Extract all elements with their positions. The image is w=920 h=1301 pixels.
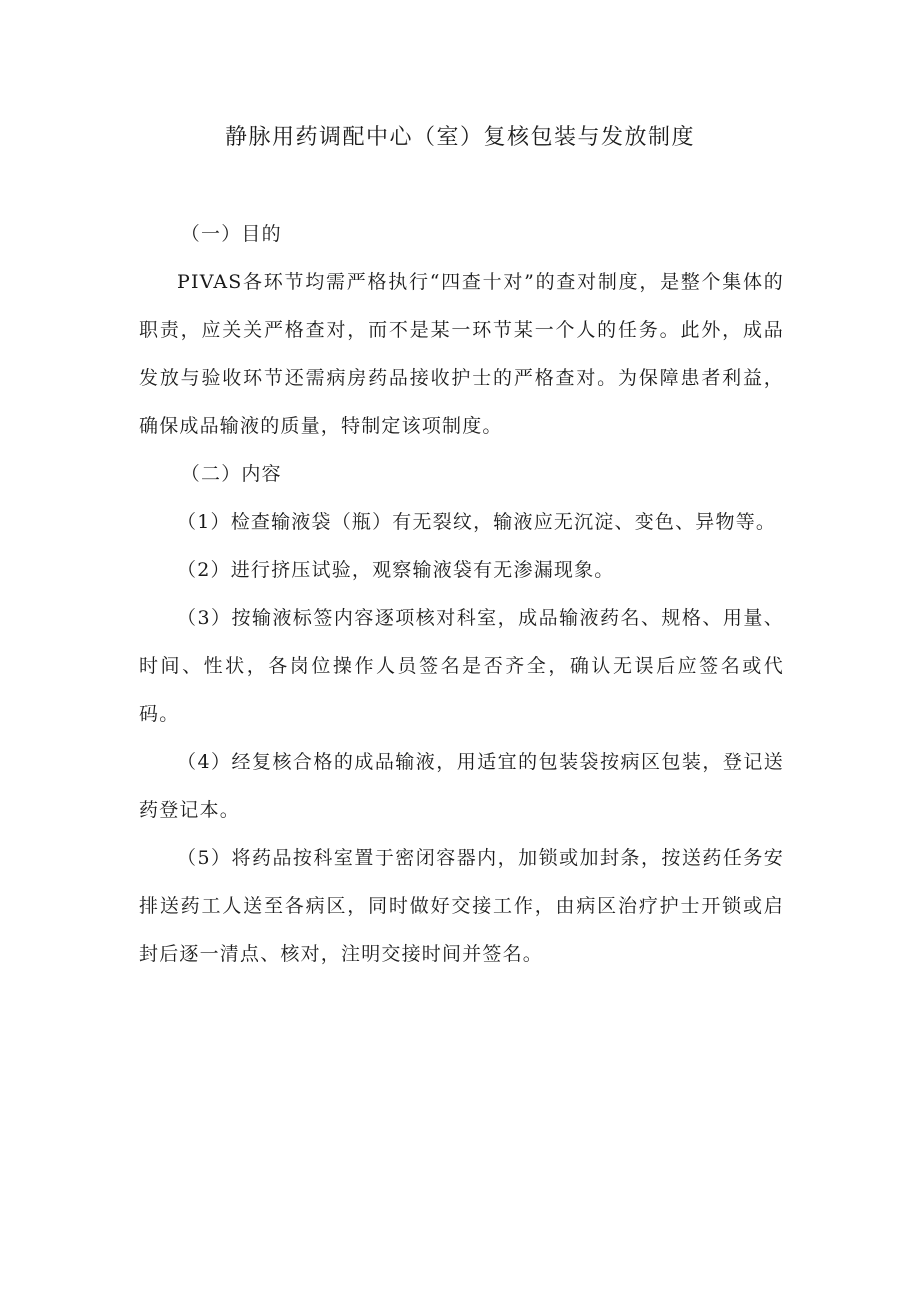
paragraph-item-2: （2）进行挤压试验，观察输液袋有无渗漏现象。 (177, 559, 615, 581)
section-heading-purpose: （一）目的 (180, 223, 282, 245)
section-heading-content: （二）内容 (180, 463, 282, 485)
document-body (139, 210, 784, 978)
paragraph-purpose: PIVAS各环节均需严格执行“四查十对”的查对制度，是整个集体的职责，应关关严格查对，而不是某一环节某一个人的任务。此外，成品发放与验收环节还需病房药品接收护士的严格查对。为保障患者利益，确保成品输液的质量，特制定该项制度。 (139, 271, 784, 437)
document-title: 静脉用药调配中心（室）复核包装与发放制度 (224, 125, 695, 150)
paragraph-item-1: （1）检查输液袋（瓶）有无裂纹，输液应无沉淀、变色、异物等。 (177, 511, 777, 533)
paragraph-item-5: （5）将药品按科室置于密闭容器内，加锁或加封条，按送药任务安排送药工人送至各病区，同时做好交接工作，由病区治疗护士开锁或启封后逐一清点、核对，注明交接时间并签名。 (139, 847, 784, 965)
paragraph-item-4: （4）经复核合格的成品输液，用适宜的包装袋按病区包装，登记送药登记本。 (139, 751, 784, 821)
paragraph-item-3: （3）按输液标签内容逐项核对科室，成品输液药名、规格、用量、时间、性状，各岗位操作人员签名是否齐全，确认无误后应签名或代码。 (139, 607, 784, 725)
